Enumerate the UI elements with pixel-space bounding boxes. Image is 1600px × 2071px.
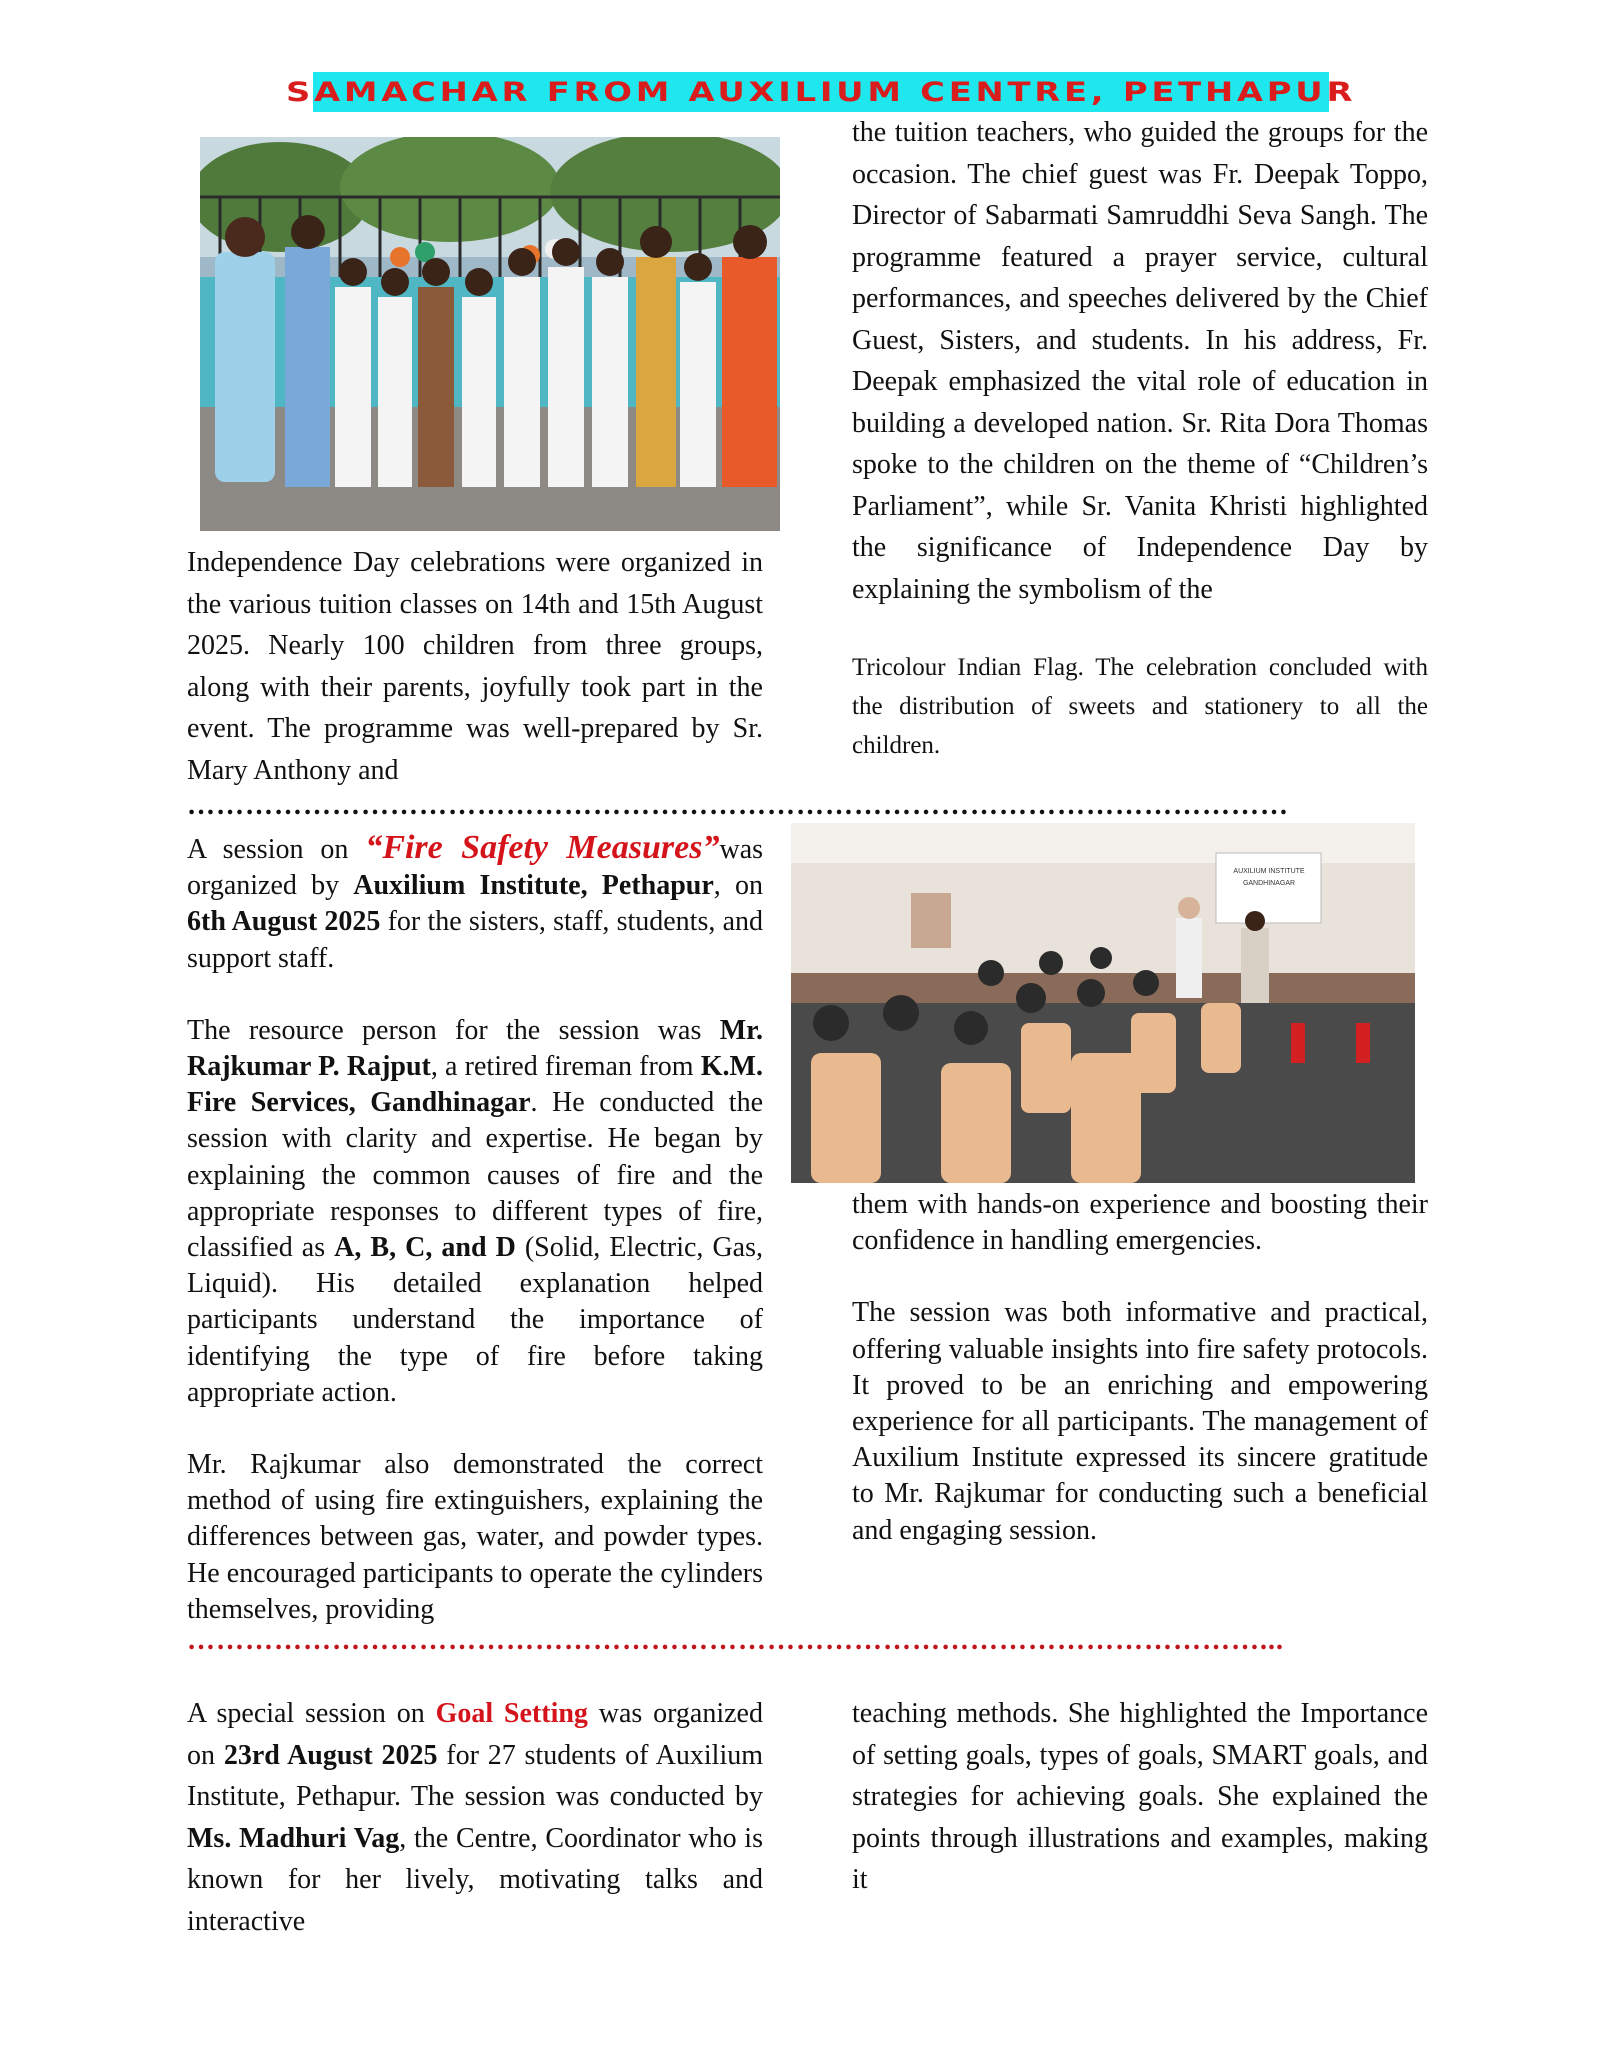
section-separator-1: …………………………………………………………………………………………………… — [187, 790, 1289, 821]
article1-right-column — [852, 112, 1428, 610]
article2-left-column — [187, 830, 763, 1628]
article1-right-conclusion-text: Tricolour Indian Flag. The celebration concluded with the distribution of sweets and stationery to all the children. — [852, 654, 1428, 759]
article2-right-column — [852, 1187, 1428, 1549]
section-separator-2: …………………………………………………………………………………………………... — [187, 1625, 1284, 1656]
fire-safety-title: “Fire Safety Measures” — [365, 829, 720, 866]
article2-demonstration: Mr. Rajkumar also demonstrated the correct method of using fire extinguishers, explaining the differences between gas, water, and powder types. He encouraged participants to operate the cylinders themselves, providing — [187, 1449, 763, 1625]
article3-right-column — [852, 1693, 1428, 1901]
article3-left-column — [187, 1693, 763, 1942]
newsletter-banner — [285, 72, 1357, 112]
independence-day-photo — [200, 137, 780, 531]
article2-intro: A session on “Fire Safety Measures”was organized by Auxilium Institute, Pethapur, on 6th August 2025 for the sisters, staff, students, and support staff. — [187, 829, 764, 974]
photo-banner-line1: AUXILIUM INSTITUTE — [1233, 868, 1305, 875]
goal-setting-title: Goal Setting — [435, 1698, 588, 1729]
article2-resource-person: The resource person for the session was Mr. Rajkumar P. Rajput, a retired fireman from K.M. Fire Services, Gandhinagar. He conducted the session with clarity and expertise. He began by explaining the common causes of fire and the appropriate responses to different types of fire, classified as A, B, C, and D (Solid, Electric, Gas, Liquid). His detailed explanation helped participants understand the importance of identifying the type of fire before taking appropriate action. — [187, 1014, 763, 1408]
article3-right-text: teaching methods. She highlighted the Importance of setting goals, types of goals, SMART goals, and strategies for achieving goals. She explained the points through illustrations and examples, making it — [852, 1698, 1428, 1895]
photo-banner-line2: GANDHINAGAR — [1242, 880, 1296, 887]
article2-right-summary: The session was both informative and practical, offering valuable insights into fire safety protocols. It proved to be an enriching and empowering experience for all participants. The management of Auxilium Institute expressed its sincere gratitude to Mr. Rajkumar for conducting such a beneficial and engaging session. — [852, 1297, 1428, 1546]
article1-right-conclusion — [852, 648, 1428, 765]
article2-right-continued: them with hands-on experience and boosting their confidence in handling emergencies. — [852, 1189, 1428, 1257]
fire-safety-photo — [791, 823, 1415, 1183]
article1-right-text: the tuition teachers, who guided the groups for the occasion. The chief guest was Fr. Deepak Toppo, Director of Sabarmati Samruddhi Seva Sangh. The programme featured a prayer service, cultural performances, and speeches delivered by the Chief Guest, Sisters, and students. In his address, Fr. Deepak emphasized the vital role of education in building a developed nation. Sr. Rita Dora Thomas spoke to the children on the theme of “Children’s Parliament”, while Sr. Vanita Khristi highlighted the significance of Independence Day by explaining the symbolism of the — [852, 117, 1428, 605]
article1-left-column — [187, 542, 763, 791]
article3-left-text: A special session on Goal Setting was organized on 23rd August 2025 for 27 students of Auxilium Institute, Pethapur. The session was conducted by Ms. Madhuri Vag, the Centre, Coordinator who is known for her lively, motivating talks and interactive — [187, 1698, 764, 1937]
article1-left-text: Independence Day celebrations were organized in the various tuition classes on 14th and 15th August 2025. Nearly 100 children from three groups, along with their parents, joyfully took part in the event. The programme was well-prepared by Sr. Mary Anthony and — [187, 547, 763, 786]
banner-title: SAMACHAR FROM AUXILIUM CENTRE, PETHAPUR — [285, 76, 1357, 108]
